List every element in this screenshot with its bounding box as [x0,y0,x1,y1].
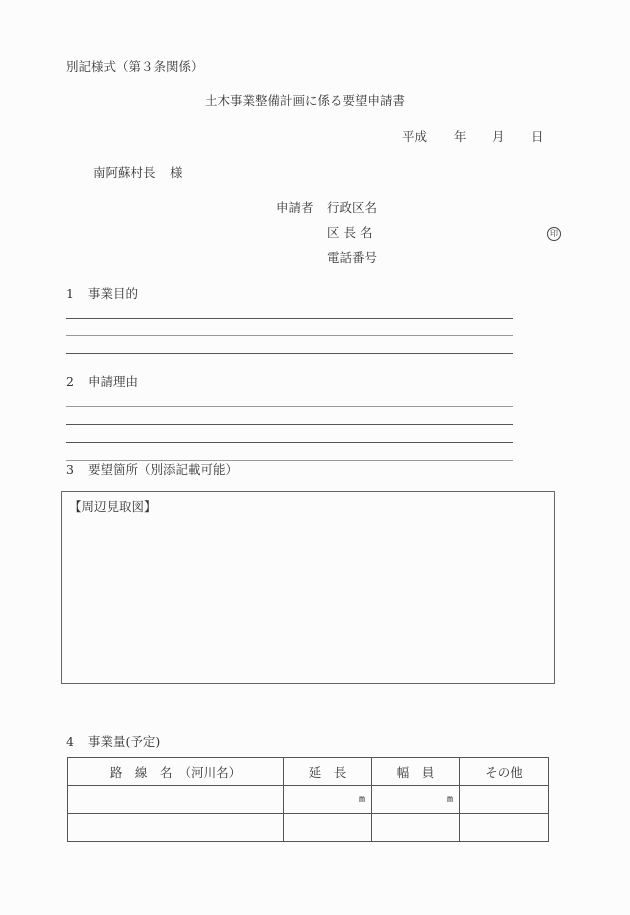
section-number: 2 [66,374,74,389]
blank-line[interactable] [66,442,513,443]
blank-line[interactable] [66,318,513,319]
date-year-label: 年 [454,129,467,144]
form-label: 別記様式（第３条関係） [66,59,204,74]
applicant-label: 申請者 [276,200,314,215]
date-month-label: 月 [492,129,505,144]
quantity-table [67,757,549,842]
addressee-name: 南阿蘇村長 [93,165,156,180]
section-title: 要望箇所（別添記載可能） [88,462,239,477]
table-row [68,786,549,814]
district-head-label: 区 長 名 [327,225,373,240]
length-cell[interactable] [284,814,372,842]
map-sketch-label: 【周辺見取図】 [69,499,157,514]
blank-line[interactable] [66,335,513,336]
seal-icon: 印 [547,227,561,241]
blank-line[interactable] [66,424,513,425]
section-number: 4 [66,734,74,749]
other-cell[interactable] [460,786,549,814]
section-number: 1 [66,286,74,301]
width-cell[interactable]: m [372,786,460,814]
phone-number-label: 電話番号 [327,250,378,265]
blank-line[interactable] [66,406,513,407]
header-width: 幅 員 [372,758,460,786]
date-day-label: 日 [531,129,544,144]
section-number: 3 [66,462,74,477]
other-cell[interactable] [460,814,549,842]
header-other: その他 [460,758,549,786]
table-header-row [68,758,549,786]
map-sketch-box[interactable] [61,491,555,684]
blank-line[interactable] [66,353,513,354]
section-title: 申請理由 [88,374,139,389]
date-era: 平成 [402,129,428,144]
document-title: 土木事業整備計画に係る要望申請書 [205,93,406,108]
table-row [68,814,549,842]
section-title: 事業量(予定) [88,734,161,749]
addressee-honorific: 様 [170,165,183,180]
blank-line[interactable] [66,460,513,461]
section-title: 事業目的 [88,286,139,301]
length-cell[interactable]: m [284,786,372,814]
district-name-label: 行政区名 [327,200,378,215]
width-cell[interactable] [372,814,460,842]
header-route-name: 路 線 名 （河川名） [68,758,284,786]
route-name-cell[interactable] [68,786,284,814]
route-name-cell[interactable] [68,814,284,842]
header-length: 延 長 [284,758,372,786]
